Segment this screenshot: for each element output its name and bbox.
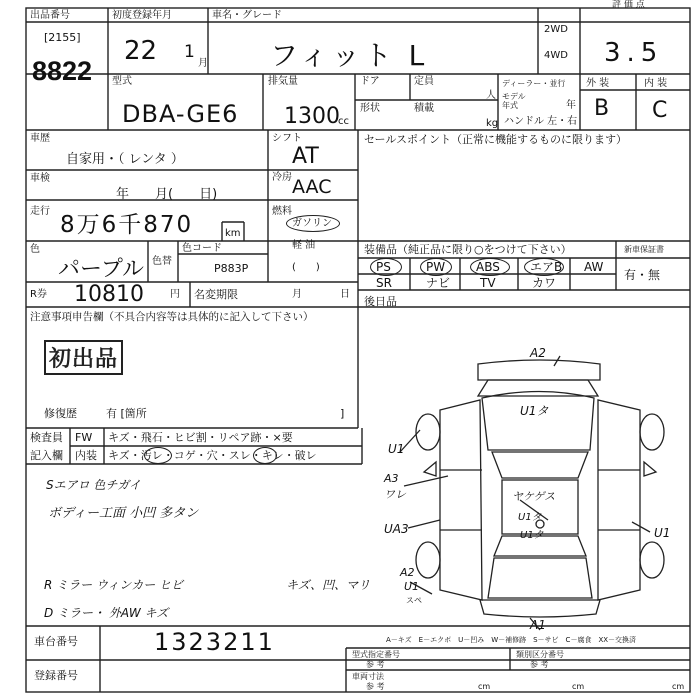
repair-label: 修復歴 (44, 407, 77, 420)
warranty-label: 新車保証書 (624, 245, 664, 254)
color-code-label: 色コード (182, 243, 222, 254)
inspector-label2: 記入欄 (30, 449, 63, 462)
car-name-value: フィット L (270, 39, 429, 72)
first-reg-month-unit: 月 (198, 58, 208, 69)
damage-legend: A－キズ E－エクボ U－凹み W－補修跡 S－サビ C－腐食 XX－交換済 (386, 636, 637, 644)
fuel-label: 燃料 (272, 206, 292, 217)
score-label: 評 価 点 (612, 0, 645, 10)
model-year-label2: 年式 (502, 101, 518, 110)
interior-label: 内 装 (644, 78, 668, 89)
dmg-a3-crack: ワレ (384, 488, 406, 501)
remark-line3b: キズ、凹、マリ (286, 578, 371, 592)
fuel-gas: ガソリン (292, 218, 332, 229)
fw-text: キズ・飛石・ヒビ割・リペア跡・×要 (108, 431, 293, 444)
drive-2wd: 2WD (544, 24, 568, 35)
name-limit-label: 名変期限 (194, 288, 238, 301)
shift-label: シフト (272, 133, 302, 144)
first-listing-stamp: 初出品 (44, 340, 123, 375)
dmg-mid: U1タ (518, 512, 542, 523)
dmg-u1-rear: U1 (404, 580, 420, 593)
notes-label: 注意事項申告欄（不具合内容等は具体的に記入して下さい） (30, 311, 314, 323)
name-limit-month: 月 (292, 289, 302, 300)
displacement-value: 1300 (284, 104, 340, 129)
load-label: 積載 (414, 103, 434, 114)
equip-tv: TV (480, 276, 496, 290)
equip-abs: ABS (476, 260, 500, 274)
capacity-unit: 人 (486, 90, 496, 101)
class-label: 類別区分番号 (516, 650, 564, 659)
color-code-value: P883P (214, 262, 249, 275)
interior-inspect-text: キズ・汚レ・コゲ・穴・スレ・キレ・破レ (108, 449, 317, 462)
dmg-a2-front: A2 (530, 346, 546, 360)
equip-pw: PW (426, 260, 446, 274)
repair-value: 有 [箇所 (106, 407, 147, 420)
recycle-unit: 円 (170, 289, 180, 300)
inspector-label1: 検査員 (30, 431, 63, 444)
remark-line1: Sエアロ 色チガイ (46, 478, 141, 492)
warranty-value: 有・無 (624, 268, 661, 282)
ac-label: 冷房 (272, 172, 292, 183)
load-unit: kg (486, 118, 499, 129)
color-value: パープル (58, 257, 145, 282)
dmg-a2-rear: A2 (400, 566, 415, 579)
drive-4wd: 4WD (544, 50, 568, 61)
fw-label: FW (75, 431, 93, 444)
dealer-label: ディーラー・並行 (502, 79, 566, 88)
first-reg-month: 1 (184, 42, 195, 62)
size-cm-3: cm (672, 682, 685, 691)
model-value: DBA-GE6 (122, 100, 239, 128)
fuel-other: ( ) (292, 262, 320, 273)
mileage-label: 走行 (30, 206, 50, 217)
equip-ps: PS (376, 260, 391, 274)
repair-close: ] (340, 407, 345, 420)
dmg-roof: ヤケゲス (512, 490, 556, 503)
sales-point-label: セールスポイント（正常に機能するものに限ります） (364, 133, 628, 146)
recycle-value: 10810 (74, 282, 144, 307)
dmg-ua3: UA3 (384, 522, 409, 536)
dmg-right-u1: U1 (654, 526, 671, 540)
cert-sub: 参 考 (366, 660, 385, 669)
lot-sub: [2155] (44, 31, 81, 44)
exterior-value: B (594, 96, 610, 121)
equip-sr: SR (376, 276, 392, 290)
equip-navi: ナビ (426, 276, 451, 290)
displacement-unit: cc (338, 116, 349, 127)
exterior-label: 外 装 (586, 78, 610, 89)
retrofit-label: 後日品 (364, 295, 397, 308)
dmg-hood: U1タ (520, 404, 549, 418)
history-label: 車歴 (30, 133, 50, 144)
capacity-label: 定員 (414, 76, 434, 87)
class-sub: 参 考 (530, 660, 549, 669)
size-cm-2: cm (572, 682, 585, 691)
spare-label: スペ (406, 596, 422, 605)
chassis-value: 1323211 (154, 628, 275, 656)
doors-label: ドア (360, 76, 380, 87)
first-reg-label: 初度登録年月 (112, 10, 172, 21)
size-label: 車両寸法 (352, 672, 384, 681)
lot-label: 出品番号 (30, 10, 70, 21)
mileage-unit: km (225, 228, 241, 239)
history-value: 自家用・（ レンタ ） (66, 152, 184, 167)
interior-inspect-label: 内装 (75, 449, 97, 462)
equip-aw: AW (584, 260, 604, 274)
equip-leather: カワ (532, 276, 557, 290)
recycle-label: R券 (30, 289, 47, 300)
fuel-diesel: 軽 油 (292, 240, 316, 251)
equipment-label: 装備品（純正品に限り○をつけて下さい） (364, 243, 572, 256)
dmg-a1: A1 (530, 618, 546, 632)
shape-label: 形状 (360, 103, 380, 114)
displacement-label: 排気量 (268, 76, 298, 87)
remark-line4: D ミラー・ 外AW キズ (44, 606, 169, 620)
model-year-label: モデル (502, 92, 526, 101)
remark-line2: ボディー工面 小凹 多タン (48, 506, 199, 521)
equip-airbag: エアB (530, 260, 563, 274)
ac-value: AAC (292, 176, 332, 198)
size-cm-1: cm (478, 682, 491, 691)
year-unit: 年 (566, 100, 576, 111)
color-change-label: 色替 (152, 256, 172, 267)
cert-label: 型式指定番号 (352, 650, 400, 659)
color-label: 色 (30, 244, 40, 255)
size-sub: 参 考 (366, 682, 385, 691)
dmg-mid2: U1タ (520, 530, 544, 541)
score-value: 3.5 (604, 38, 664, 68)
interior-value: C (652, 98, 668, 123)
inspection-label: 車検 (30, 173, 50, 184)
inspection-value: 年 月( 日) (116, 187, 218, 202)
handle-label: ハンドル 左・右 (504, 116, 578, 127)
name-limit-day: 日 (340, 289, 350, 300)
chassis-label: 車台番号 (34, 635, 78, 648)
car-name-label: 車名・グレード (212, 10, 282, 21)
dmg-a3: A3 (384, 472, 399, 485)
lot-number: 8822 (32, 56, 93, 86)
dmg-left-u1: U1 (388, 442, 405, 456)
mileage-value: 8万6千870 (60, 212, 194, 238)
shift-value: AT (292, 144, 319, 169)
model-label: 型式 (112, 76, 132, 87)
reg-label: 登録番号 (34, 669, 78, 682)
remark-line3: R ミラー ウィンカー ヒビ (44, 578, 184, 592)
first-reg-year: 22 (124, 36, 158, 66)
